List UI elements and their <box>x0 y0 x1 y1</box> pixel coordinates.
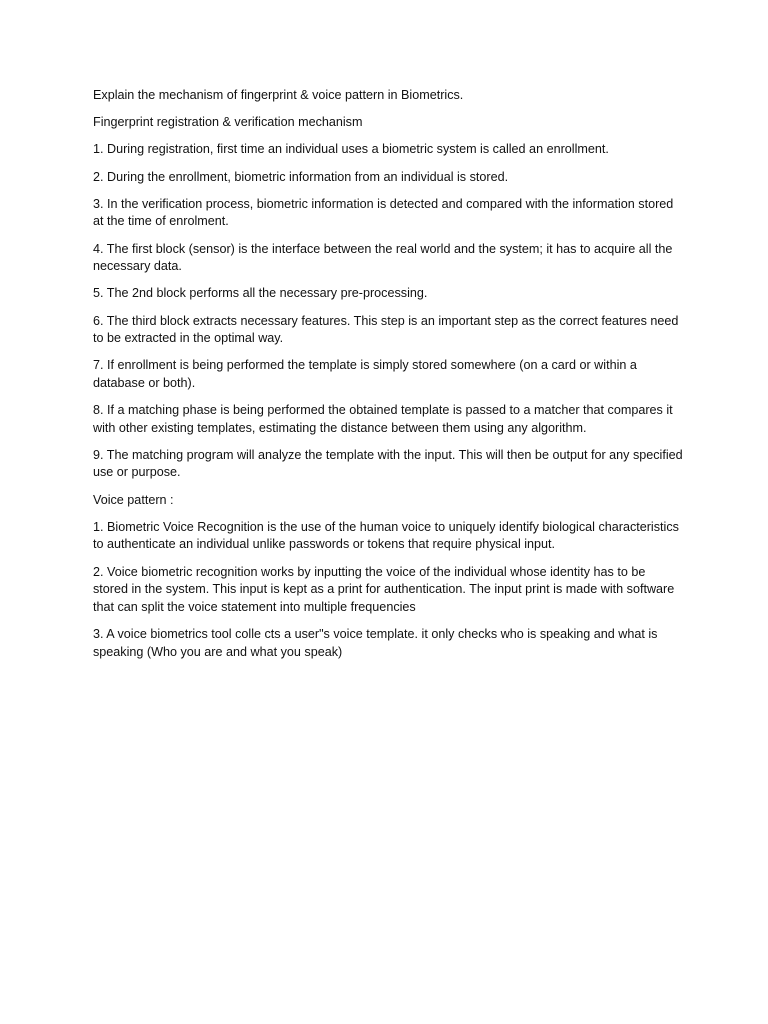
fingerprint-item: 8. If a matching phase is being performed the obtained template is passed to a matcher that compares it with other existing templates, estimating the distance between them using any algorithm. <box>93 403 673 435</box>
fingerprint-item: 4. The first block (sensor) is the interface between the real world and the system; it has to acquire all the necessary data. <box>93 241 673 274</box>
fingerprint-heading: Fingerprint registration & verification mechanism <box>93 115 363 130</box>
document-body <box>93 87 683 671</box>
fingerprint-item: 3. In the verification process, biometric information is detected and compared with the information stored at the time of enrolment. <box>93 196 674 229</box>
fingerprint-item: 9. The matching program will analyze the template with the input. This will then be output for any specified use or purpose. <box>93 447 683 480</box>
fingerprint-item: 2. During the enrollment, biometric information from an individual is stored. <box>93 169 509 184</box>
voice-item: 1. Biometric Voice Recognition is the use of the human voice to uniquely identify biological characteristics to authenticate an individual unlike passwords or tokens that require physical input. <box>93 519 679 552</box>
voice-item: 3. A voice biometrics tool colle cts a user"s voice template. it only checks who is speaking and what is speaking (Who you are and what you speak) <box>93 626 658 659</box>
document-title: Explain the mechanism of fingerprint & voice pattern in Biometrics. <box>93 88 464 102</box>
fingerprint-item: 7. If enrollment is being performed the template is simply stored somewhere (on a card or within a database or both). <box>93 358 637 390</box>
fingerprint-item: 6. The third block extracts necessary features. This step is an important step as the correct features need to be extracted in the optimal way. <box>93 313 679 346</box>
fingerprint-item: 1. During registration, first time an individual uses a biometric system is called an enrollment. <box>93 142 609 157</box>
fingerprint-item: 5. The 2nd block performs all the necessary pre-processing. <box>93 286 428 301</box>
voice-heading: Voice pattern : <box>93 492 174 507</box>
voice-item: 2. Voice biometric recognition works by inputting the voice of the individual whose identity has to be stored in the system. This input is kept as a print for authentication. The input print is made with software that can split the voice statement into multiple frequencies <box>93 564 675 614</box>
